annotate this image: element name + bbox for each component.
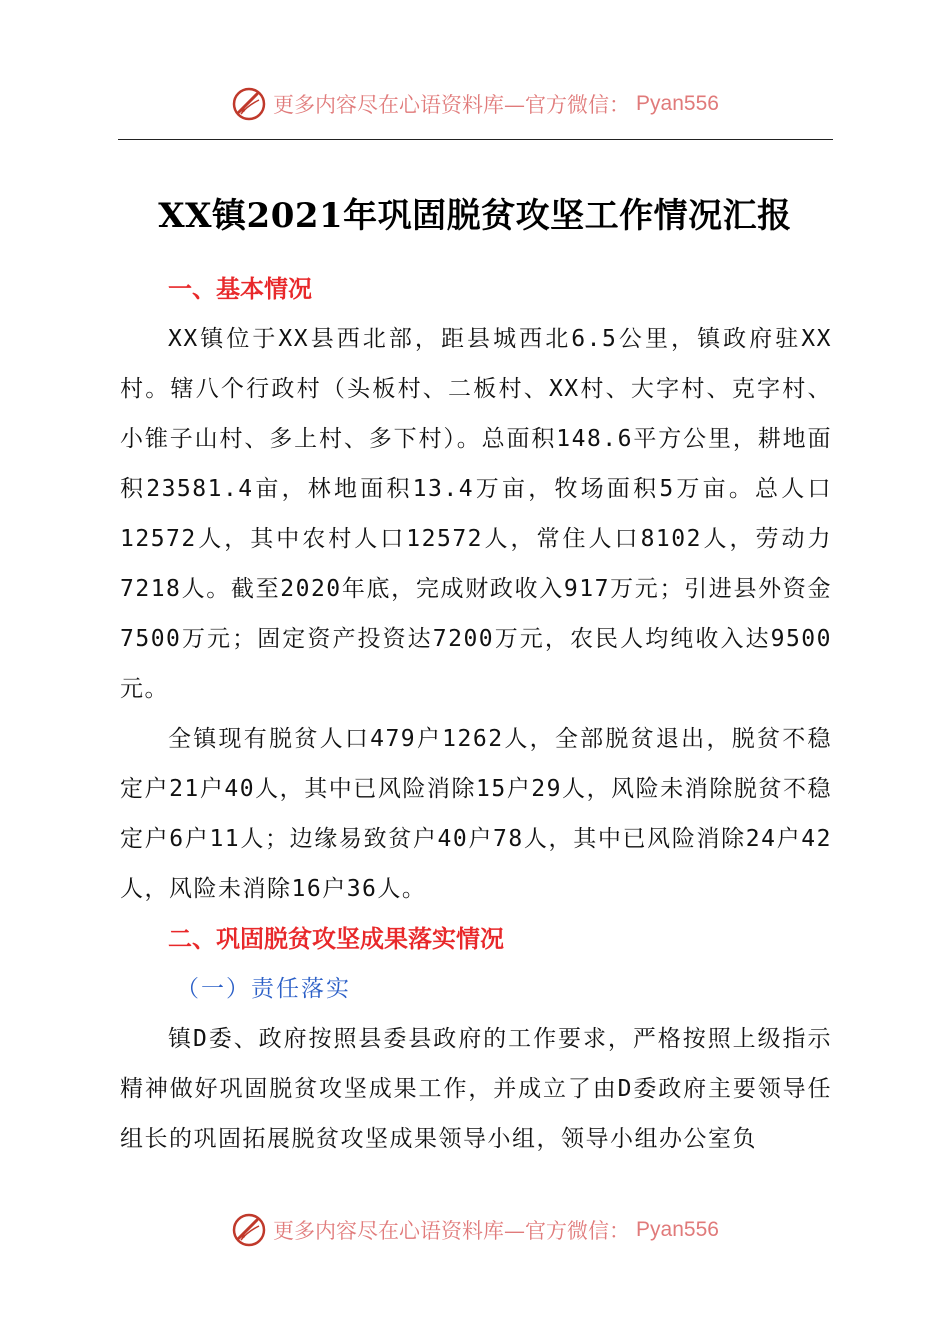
section-heading-basic: 一、基本情况 xyxy=(168,275,312,303)
header-watermark xyxy=(0,84,950,124)
document-body xyxy=(120,264,832,1164)
paragraph: 全镇现有脱贫人口479户1262人，全部脱贫退出，脱贫不稳定户21户40人，其中已风险消除15户29人，风险未消除脱贫不稳定户6户11人；边缘易致贫户40户78人，其中已风险消除24户42人，风险未消除16户36人。 xyxy=(120,726,832,902)
section-heading-consolidation: 二、巩固脱贫攻坚成果落实情况 xyxy=(168,925,504,953)
paragraph: XX镇位于XX县西北部，距县城西北6.5公里，镇政府驻XX村。辖八个行政村（头板村、二板村、XX村、大字村、克字村、小锥子山村、多上村、多下村）。总面积148.6平方公里，耕地面积23581.4亩，林地面积13.4万亩，牧场面积5万亩。总人口12572人，其中农村人口12572人，常住人口8102人，劳动力7218人。截至2020年底，完成财政收入917万元；引进县外资金7500万元；固定资产投资达7200万元，农民人均纯收入达9500元。 xyxy=(120,326,832,702)
watermark-handle: Pyan556 xyxy=(636,92,719,115)
pen-logo-icon xyxy=(231,86,267,122)
header-divider xyxy=(118,139,833,140)
document-title: XX镇2021年巩固脱贫攻坚工作情况汇报 xyxy=(158,196,792,236)
footer-watermark xyxy=(0,1210,950,1250)
watermark-handle: Pyan556 xyxy=(636,1218,719,1241)
watermark-text: 更多内容尽在心语资料库—官方微信： xyxy=(273,93,631,117)
paragraph: 镇D委、政府按照县委县政府的工作要求，严格按照上级指示精神做好巩固脱贫攻坚成果工作，并成立了由D委政府主要领导任组长的巩固拓展脱贫攻坚成果领导小组，领导小组办公室负 xyxy=(120,1026,832,1152)
pen-logo-icon xyxy=(231,1212,267,1248)
subsection-heading-responsibility: （一）责任落实 xyxy=(176,976,351,1002)
watermark-text: 更多内容尽在心语资料库—官方微信： xyxy=(273,1219,631,1243)
